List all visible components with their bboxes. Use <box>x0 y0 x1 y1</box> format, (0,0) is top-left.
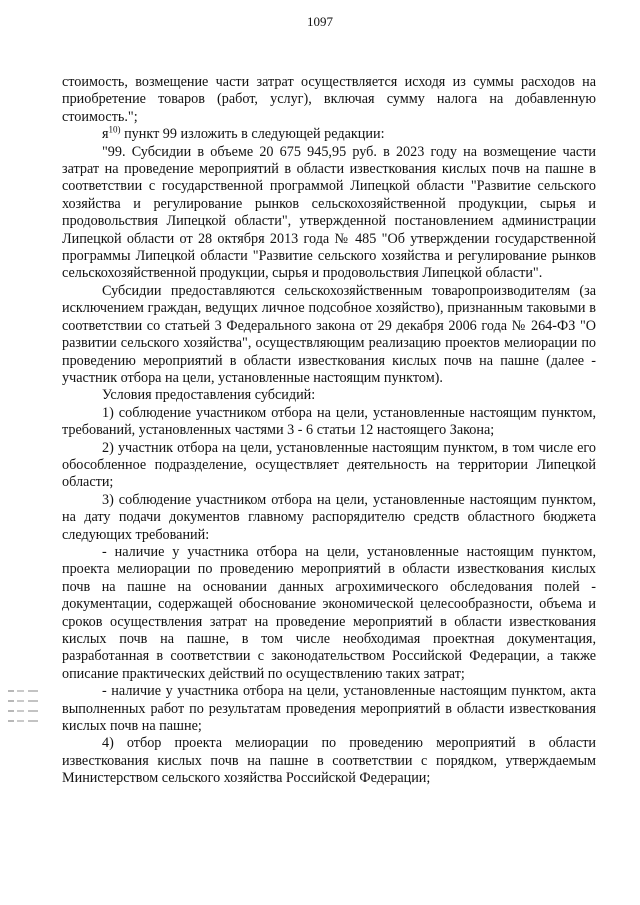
scan-mark <box>8 710 52 712</box>
amendment-superscript: 10) <box>108 124 121 135</box>
paragraph-amendment-intro <box>62 126 596 143</box>
paragraph-requirement-project: - наличие у участника отбора на цели, установленные настоящим пунктом, проекта мелиорации по проведению мероприятий в области известкования кислых почв на пашне на основании данных агрохимического обследования полей - документации, содержащей обоснование экономической целесообразности, объема и сроков осуществления затрат на проведение мероприятий в области известкования кислых почв на пашне, в том числе необходимая проектная документация, разработанная в соответствии с законодательством Российской Федерации, а также описание практических действий по осуществлению таких затрат; <box>62 543 596 682</box>
paragraph-condition-2: 2) участник отбора на цели, установленные настоящим пунктом, в том числе его обособленное подразделение, осуществляет деятельность на территории Липецкой области; <box>62 439 596 491</box>
paragraph-condition-4: 4) отбор проекта мелиорации по проведению мероприятий в области известкования кислых почв на пашне в соответствии с порядком, утверждаемым Министерством сельского хозяйства Российской Федерации; <box>62 735 596 787</box>
amendment-letter: я <box>102 126 109 143</box>
paragraph-condition-1: 1) соблюдение участником отбора на цели, установленные настоящим пунктом, требований, установленных частями 3 - 6 статьи 12 настоящего Закона; <box>62 404 596 439</box>
paragraph-condition-3: 3) соблюдение участником отбора на цели, установленные настоящим пунктом, на дату подачи документов главному распорядителю средств областного бюджета следующих требований: <box>62 491 596 543</box>
paragraph-cost-reimbursement: стоимость, возмещение части затрат осуществляется исходя из суммы расходов на приобретение товаров (работ, услуг), включая сумму налога на добавленную стоимость."; <box>62 74 596 125</box>
scan-mark <box>8 720 52 722</box>
paragraph-point-99: "99. Субсидии в объеме 20 675 945,95 руб. в 2023 году на возмещение части затрат на проведение мероприятий в области известкования кислых почв на пашне в соответствии с государственной программой Липецкой области "Развитие сельского хозяйства и регулирование рынков сельскохозяйственной продукции, сырья и продовольствия Липецкой области", утвержденной постановлением администрации Липецкой области от 28 октября 2013 года № 485 "Об утверждении государственной программы Липецкой области "Развитие сельского хозяйства и регулирование рынков сельскохозяйственной продукции, сырья и продовольствия Липецкой области". <box>62 143 596 282</box>
scan-margin-marks <box>8 682 52 752</box>
paragraph-conditions-heading: Условия предоставления субсидий: <box>102 387 316 404</box>
paragraph-requirement-act: - наличие у участника отбора на цели, установленные настоящим пунктом, акта выполненных работ по результатам проведения мероприятий в области известкования кислых почв на пашне; <box>62 683 596 735</box>
scan-mark <box>8 700 52 702</box>
paragraph-recipients: Субсидии предоставляются сельскохозяйственным товаропроизводителям (за исключением граждан, ведущих личное подсобное хозяйство), признанным таковыми в соответствии со статьей 3 Федерального закона от 29 декабря 2006 года № 264-ФЗ "О развитии сельского хозяйства", осуществляющим реализацию проектов мелиорации по проведению мероприятий в области известкования кислых почв на пашне (далее - участник отбора на цели, установленные настоящим пунктом). <box>62 282 596 386</box>
page-number: 1097 <box>307 14 333 29</box>
amendment-text: пункт 99 изложить в следующей редакции: <box>120 126 385 143</box>
scan-mark <box>8 690 52 692</box>
document-body <box>62 74 596 788</box>
